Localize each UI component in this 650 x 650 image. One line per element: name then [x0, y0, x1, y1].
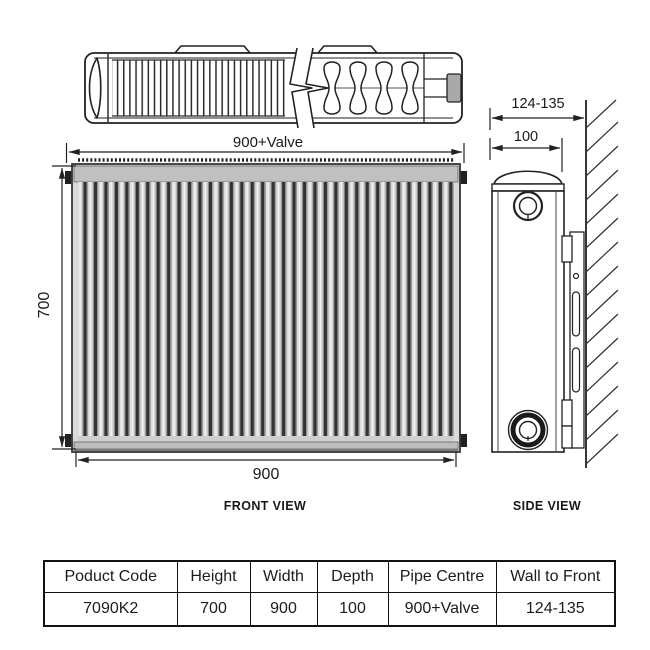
spec-table-value-row	[44, 593, 615, 627]
header-pipe-centre: Pipe Centre	[388, 561, 496, 593]
pipe-centre-dimension-label: 900+Valve	[232, 134, 304, 151]
side-view-top-dome	[494, 171, 562, 184]
header-product-code: Poduct Code	[44, 561, 177, 593]
wall-bracket	[562, 232, 584, 448]
spec-table	[43, 560, 616, 627]
front-view-drawing	[65, 160, 467, 452]
bottom-valve-port	[509, 411, 548, 450]
header-depth: Depth	[317, 561, 388, 593]
front-view-caption: FRONT VIEW	[223, 499, 307, 513]
depth-dimension-label: 100	[513, 129, 539, 145]
spec-table-header-row	[44, 561, 615, 593]
wall-to-front-dimension	[490, 96, 584, 130]
header-wall-to-front: Wall to Front	[496, 561, 615, 593]
height-dimension-label: 700	[36, 291, 53, 319]
width-dimension-label: 900	[252, 466, 280, 483]
top-view-fins	[112, 60, 285, 116]
top-view-tab	[318, 46, 377, 53]
top-view-drawing	[85, 46, 462, 128]
value-width: 900	[250, 593, 317, 627]
depth-dimension	[490, 129, 562, 172]
side-view-drawing	[490, 96, 618, 468]
header-width: Width	[250, 561, 317, 593]
front-view-ribs	[78, 182, 454, 436]
wall-to-front-dimension-label: 124-135	[511, 96, 565, 112]
value-depth: 100	[317, 593, 388, 627]
valve-connector-block	[447, 74, 461, 102]
width-dimension	[76, 452, 456, 483]
header-height: Height	[177, 561, 250, 593]
side-view-caption: SIDE VIEW	[512, 499, 582, 513]
value-product-code: 7090K2	[44, 593, 177, 627]
value-height: 700	[177, 593, 250, 627]
value-pipe-centre: 900+Valve	[388, 593, 496, 627]
top-pipe-boss	[514, 192, 542, 220]
pipe-centre-dimension	[67, 134, 465, 163]
top-view-tab	[175, 46, 250, 53]
height-dimension	[36, 166, 76, 449]
wall-hatching	[586, 100, 618, 464]
value-wall-to-front: 124-135	[496, 593, 615, 627]
